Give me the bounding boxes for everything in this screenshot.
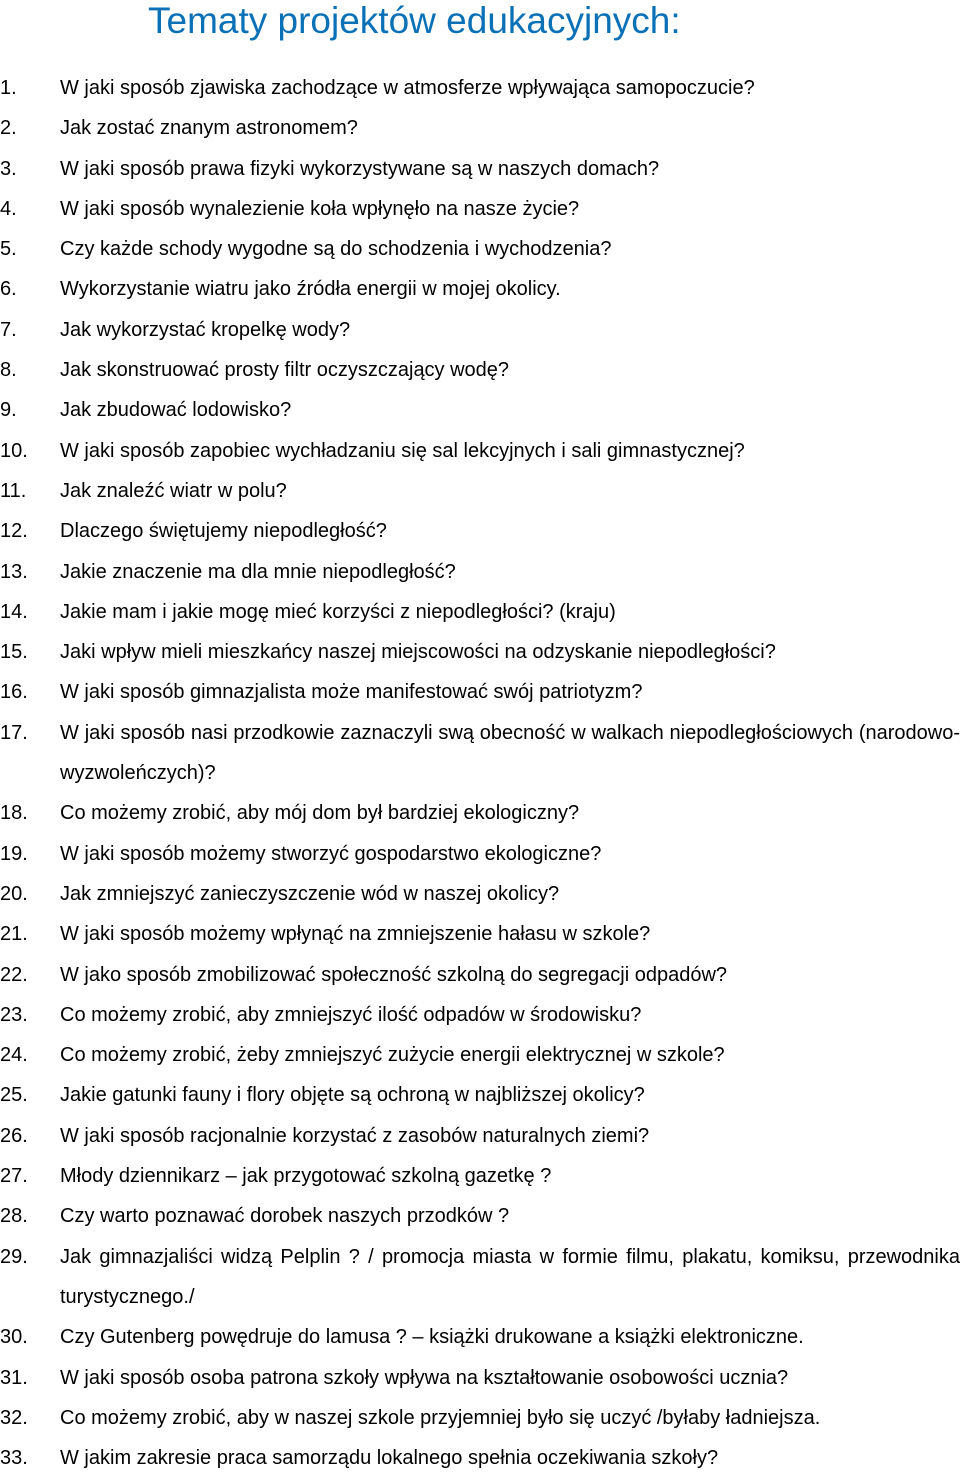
topic-item xyxy=(0,1398,960,1438)
topic-number: 7. xyxy=(0,318,17,341)
topic-number: 25. xyxy=(0,1084,28,1107)
topic-item xyxy=(0,229,960,269)
topic-number: 8. xyxy=(0,359,17,382)
topic-item xyxy=(0,431,960,471)
topic-number: 33. xyxy=(0,1447,28,1470)
topic-item xyxy=(0,390,960,430)
topic-text: W jako sposób zmobilizować społeczność szkolną do segregacji odpadów? xyxy=(60,963,728,986)
topic-number: 26. xyxy=(0,1124,28,1147)
topic-text: W jaki sposób wynalezienie koła wpłynęło na nasze życie? xyxy=(60,197,580,220)
topic-item xyxy=(0,350,960,390)
topic-item xyxy=(0,914,960,954)
topic-text: W jaki sposób gimnazjalista może manifestować swój patriotyzm? xyxy=(60,681,643,704)
topic-number: 16. xyxy=(0,681,28,704)
topic-number: 22. xyxy=(0,963,28,986)
topic-item xyxy=(0,1237,960,1318)
topic-number: 6. xyxy=(0,278,17,301)
topic-number: 18. xyxy=(0,802,28,825)
topic-text: Jakie mam i jakie mogę mieć korzyści z niepodległości? (kraju) xyxy=(60,600,616,623)
topic-item xyxy=(0,713,960,794)
topic-text: Jak wykorzystać kropelkę wody? xyxy=(60,318,351,341)
topic-number: 31. xyxy=(0,1366,28,1389)
topic-number: 13. xyxy=(0,560,28,583)
topic-number: 1. xyxy=(0,77,17,99)
topic-number: 24. xyxy=(0,1044,28,1067)
topic-item xyxy=(0,68,960,108)
topic-item xyxy=(0,1116,960,1156)
topic-number: 19. xyxy=(0,842,28,865)
topic-text: Czy Gutenberg powędruje do lamusa ? – książki drukowane a książki elektroniczne. xyxy=(60,1326,804,1349)
topic-text: W jakim zakresie praca samorządu lokalnego spełnia oczekiwania szkoły? xyxy=(60,1447,719,1470)
topic-text: Jak zbudować lodowisko? xyxy=(60,399,292,422)
topic-text: Wykorzystanie wiatru jako źródła energii w mojej okolicy. xyxy=(60,278,561,301)
topic-text: W jaki sposób zapobiec wychładzaniu się sal lekcyjnych i sali gimnastycznej? xyxy=(60,439,745,462)
topic-item xyxy=(0,149,960,189)
topic-number: 30. xyxy=(0,1326,28,1349)
topic-item xyxy=(0,189,960,229)
topic-text: Jakie znaczenie ma dla mnie niepodległość? xyxy=(60,560,456,583)
topic-text: W jaki sposób racjonalnie korzystać z zasobów naturalnych ziemi? xyxy=(60,1124,650,1147)
topic-item xyxy=(0,1075,960,1115)
topic-text: Co możemy zrobić, aby zmniejszyć ilość odpadów w środowisku? xyxy=(60,1003,642,1026)
topic-text: W jaki sposób osoba patrona szkoły wpływa na kształtowanie osobowości ucznia? xyxy=(60,1366,789,1389)
topic-item xyxy=(0,108,960,148)
topic-number: 9. xyxy=(0,399,17,422)
topic-item xyxy=(0,1438,960,1478)
topic-number: 12. xyxy=(0,520,28,543)
topic-item xyxy=(0,310,960,350)
topic-item xyxy=(0,672,960,712)
topic-text: Jak zmniejszyć zanieczyszczenie wód w naszej okolicy? xyxy=(60,882,560,905)
topic-list xyxy=(0,68,960,1478)
topic-number: 27. xyxy=(0,1165,28,1188)
page-title: Tematy projektów edukacyjnych: xyxy=(148,0,681,41)
topic-item xyxy=(0,1196,960,1236)
topic-item xyxy=(0,955,960,995)
topic-item xyxy=(0,552,960,592)
topic-text: W jaki sposób nasi przodkowie zaznaczyli swą obecność w walkach niepodległościowych (narodowo-wyzwoleńczych)? xyxy=(60,721,960,785)
topic-item xyxy=(0,793,960,833)
topic-item xyxy=(0,834,960,874)
topic-item xyxy=(0,269,960,309)
topic-number: 2. xyxy=(0,117,17,140)
topic-text: W jaki sposób możemy wpłynąć na zmniejszenie hałasu w szkole? xyxy=(60,923,651,946)
topic-number: 4. xyxy=(0,197,17,220)
topic-number: 23. xyxy=(0,1003,28,1026)
topic-item xyxy=(0,1035,960,1075)
topic-text: W jaki sposób prawa fizyki wykorzystywane są w naszych domach? xyxy=(60,157,660,180)
topic-item xyxy=(0,1156,960,1196)
topic-number: 10. xyxy=(0,439,28,462)
topic-text: Jak zostać znanym astronomem? xyxy=(60,117,358,140)
topic-number: 3. xyxy=(0,157,17,180)
topic-number: 15. xyxy=(0,641,28,664)
topic-item xyxy=(0,1317,960,1357)
topic-item xyxy=(0,471,960,511)
topic-text: Jakie gatunki fauny i flory objęte są ochroną w najbliższej okolicy? xyxy=(60,1084,645,1107)
topic-text: Dlaczego świętujemy niepodległość? xyxy=(60,520,387,543)
topic-number: 32. xyxy=(0,1406,28,1429)
topic-text: Jak znaleźć wiatr w polu? xyxy=(60,479,287,502)
topic-item xyxy=(0,632,960,672)
topic-number: 14. xyxy=(0,600,28,623)
topic-number: 29. xyxy=(0,1245,28,1268)
topic-number: 21. xyxy=(0,923,28,946)
topic-item xyxy=(0,874,960,914)
topic-number: 5. xyxy=(0,238,17,261)
topic-text: Czy każde schody wygodne są do schodzenia i wychodzenia? xyxy=(60,238,612,261)
topic-number: 20. xyxy=(0,882,28,905)
topic-text: Młody dziennikarz – jak przygotować szkolną gazetkę ? xyxy=(60,1165,552,1188)
topic-text: Jak skonstruować prosty filtr oczyszczający wodę? xyxy=(60,359,510,382)
topic-item xyxy=(0,592,960,632)
topic-text: Co możemy zrobić, aby mój dom był bardziej ekologiczny? xyxy=(60,802,580,825)
topic-number: 17. xyxy=(0,721,28,744)
topic-text: Czy warto poznawać dorobek naszych przodków ? xyxy=(60,1205,510,1228)
topic-number: 11. xyxy=(0,479,27,502)
topic-item xyxy=(0,995,960,1035)
topic-text: Co możemy zrobić, żeby zmniejszyć zużycie energii elektrycznej w szkole? xyxy=(60,1044,725,1067)
topic-item xyxy=(0,1358,960,1398)
topic-item xyxy=(0,511,960,551)
topic-text: Co możemy zrobić, aby w naszej szkole przyjemniej było się uczyć /byłaby ładniejsza. xyxy=(60,1406,821,1429)
topic-text: W jaki sposób zjawiska zachodzące w atmosferze wpływająca samopoczucie? xyxy=(60,77,755,99)
topic-text: Jaki wpływ mieli mieszkańcy naszej miejscowości na odzyskanie niepodległości? xyxy=(60,641,776,664)
topic-text: Jak gimnazjaliści widzą Pelplin ? / promocja miasta w formie filmu, plakatu, komiksu, przewodnika turystycznego./ xyxy=(60,1245,960,1308)
topic-number: 28. xyxy=(0,1205,28,1228)
topic-text: W jaki sposób możemy stworzyć gospodarstwo ekologiczne? xyxy=(60,842,602,865)
